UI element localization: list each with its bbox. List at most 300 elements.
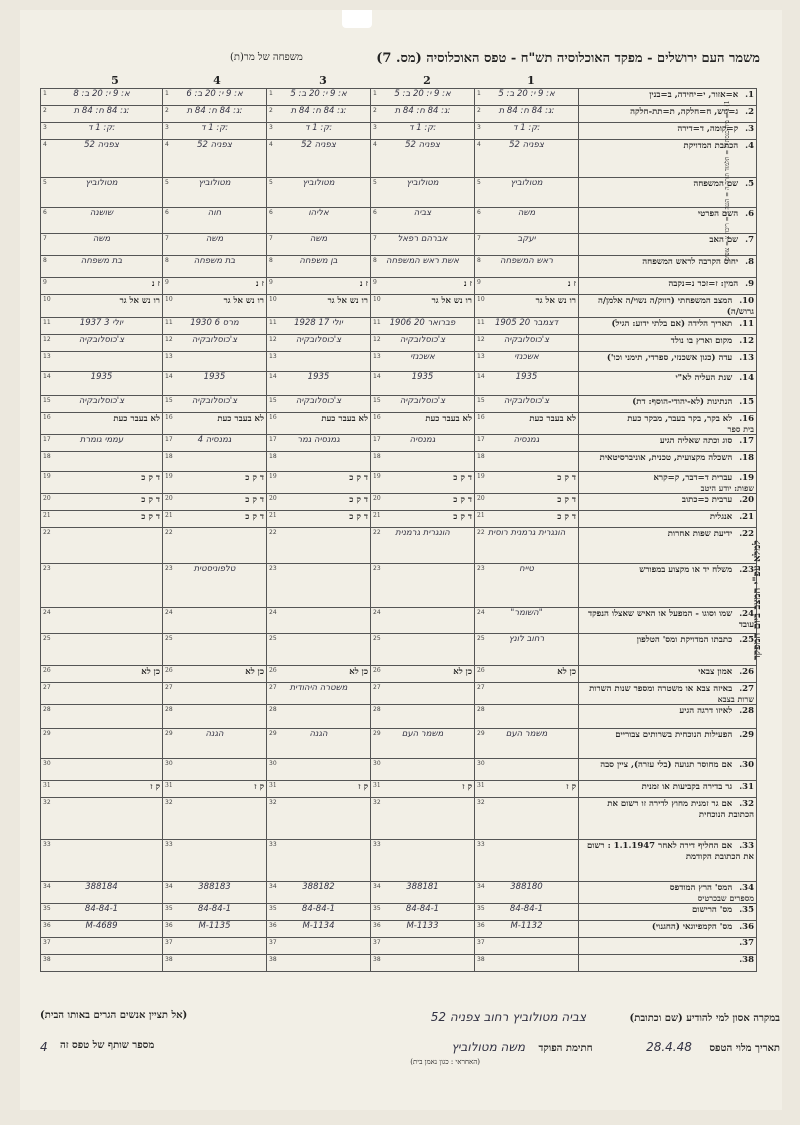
row-label-10: 10. המצב המשפחתי (רווק/ה נשוי/ה אלמן/ה גרוש/ה) bbox=[579, 295, 757, 318]
cell-person-2-row-10[interactable] bbox=[371, 295, 475, 318]
row-number: 23 bbox=[269, 565, 277, 572]
row-number: 4 bbox=[43, 141, 47, 148]
cell-value: צ'כוסלובקיה bbox=[78, 335, 125, 345]
cell-value: ג: 84 ח: 84 ת: bbox=[290, 106, 347, 116]
cell-person-4-row-36[interactable] bbox=[163, 921, 267, 938]
row-number: 25 bbox=[269, 635, 277, 642]
cell-person-3-row-8[interactable] bbox=[267, 256, 371, 278]
cell-person-1-row-1[interactable] bbox=[475, 89, 579, 106]
row-label-4: 4. הכתבת המדויקת bbox=[579, 140, 757, 178]
row-number: 20 bbox=[165, 495, 173, 502]
row-label-text: משלח יד או מקצוע במפורש bbox=[639, 565, 733, 575]
cell-value: משה bbox=[205, 234, 224, 244]
cell-person-4-row-23[interactable] bbox=[163, 564, 267, 608]
row-number: 2 bbox=[165, 107, 169, 114]
cell-person-2-row-8[interactable] bbox=[371, 256, 475, 278]
row-number: 26 bbox=[269, 667, 277, 674]
cell-person-5-row-10[interactable] bbox=[41, 295, 163, 318]
cell-person-3-row-38[interactable] bbox=[267, 955, 371, 972]
cell-person-5-row-38[interactable] bbox=[41, 955, 163, 972]
row-label-text: מקום וארץ בו נולד bbox=[670, 336, 733, 346]
cell-person-1-row-35[interactable] bbox=[475, 904, 579, 921]
cell-person-4-row-25[interactable] bbox=[163, 634, 267, 666]
cell-person-5-row-18[interactable] bbox=[41, 452, 163, 472]
row-label-text: אם החליף דירה לאחר 1.1.1947 : רשום את הכתובת הקודמת bbox=[586, 841, 754, 862]
cell-value: ג: 84 ח: 84 ת: bbox=[186, 106, 243, 116]
cell-person-4-row-2[interactable] bbox=[163, 106, 267, 123]
cell-person-2-row-16[interactable] bbox=[371, 413, 475, 435]
cell-person-2-row-38[interactable] bbox=[371, 955, 475, 972]
cell-person-2-row-2[interactable] bbox=[371, 106, 475, 123]
row-number: 4 bbox=[165, 141, 169, 148]
row-label-number: 1 bbox=[748, 90, 754, 100]
cell-person-5-row-4[interactable] bbox=[41, 140, 163, 178]
row-number: 32 bbox=[43, 799, 51, 806]
row-label-30: 30. אם מחוסר תנועה (בלי עזרה), ציין סבה bbox=[579, 759, 757, 781]
cell-person-4-row-34[interactable] bbox=[163, 882, 267, 904]
row-label-text: שמו וסוגו - המפעל או האיש שאצלו הנפקד עובד bbox=[588, 609, 754, 630]
cell-person-4-row-22[interactable] bbox=[163, 528, 267, 564]
row-label-text: המין: ז=זכר נ=נקבה bbox=[668, 279, 739, 289]
cell-person-5-row-32[interactable] bbox=[41, 798, 163, 840]
row-number: 37 bbox=[373, 939, 381, 946]
row-number: 28 bbox=[477, 706, 485, 713]
cell-person-4-row-5[interactable] bbox=[163, 178, 267, 208]
cell-person-2-row-37[interactable] bbox=[371, 938, 475, 955]
row-number: 15 bbox=[165, 397, 173, 404]
cell-person-5-row-37[interactable] bbox=[41, 938, 163, 955]
cell-person-2-row-12[interactable] bbox=[371, 335, 475, 352]
cell-person-1-row-31[interactable] bbox=[475, 781, 579, 798]
cell-person-5-row-35[interactable] bbox=[41, 904, 163, 921]
cell-person-2-row-33[interactable] bbox=[371, 840, 475, 882]
cell-person-5-row-12[interactable] bbox=[41, 335, 163, 352]
cell-person-1-row-20[interactable] bbox=[475, 494, 579, 511]
cell-person-4-row-6[interactable] bbox=[163, 208, 267, 234]
row-number: 29 bbox=[477, 730, 485, 737]
cell-person-2-row-29[interactable] bbox=[371, 729, 475, 759]
cell-person-2-row-34[interactable] bbox=[371, 882, 475, 904]
row-number: 31 bbox=[43, 782, 51, 789]
cell-person-1-row-19[interactable] bbox=[475, 472, 579, 494]
cell-person-2-row-30[interactable] bbox=[371, 759, 475, 781]
cell-person-4-row-11[interactable] bbox=[163, 318, 267, 335]
cell-person-1-row-23[interactable] bbox=[475, 564, 579, 608]
cell-person-5-row-1[interactable] bbox=[41, 89, 163, 106]
row-label-number: 19 bbox=[742, 473, 754, 483]
cell-person-2-row-15[interactable] bbox=[371, 396, 475, 413]
cell-person-1-row-13[interactable] bbox=[475, 352, 579, 372]
cell-person-3-row-33[interactable] bbox=[267, 840, 371, 882]
cell-person-3-row-26[interactable] bbox=[267, 666, 371, 683]
cell-person-3-row-5[interactable] bbox=[267, 178, 371, 208]
row-number: 23 bbox=[477, 565, 485, 572]
cell-person-1-row-22[interactable] bbox=[475, 528, 579, 564]
cell-person-3-row-30[interactable] bbox=[267, 759, 371, 781]
row-number: 11 bbox=[165, 319, 173, 326]
cell-person-5-row-13[interactable] bbox=[41, 352, 163, 372]
row-number: 3 bbox=[165, 124, 169, 131]
row-number: 15 bbox=[43, 397, 51, 404]
cell-person-2-row-9[interactable] bbox=[371, 278, 475, 295]
row-number: 12 bbox=[165, 336, 173, 343]
cell-person-1-row-4[interactable] bbox=[475, 140, 579, 178]
cell-value: צ'כוסלובקיה bbox=[399, 335, 446, 345]
cell-person-1-row-33[interactable] bbox=[475, 840, 579, 882]
cell-person-1-row-36[interactable] bbox=[475, 921, 579, 938]
cell-person-2-row-1[interactable] bbox=[371, 89, 475, 106]
cell-person-4-row-38[interactable] bbox=[163, 955, 267, 972]
cell-person-5-row-19[interactable] bbox=[41, 472, 163, 494]
cell-person-3-row-10[interactable] bbox=[267, 295, 371, 318]
row-label-number: 32 bbox=[742, 799, 754, 809]
cell-person-3-row-16[interactable] bbox=[267, 413, 371, 435]
trusted-note-row bbox=[40, 1058, 780, 1066]
cell-person-1-row-30[interactable] bbox=[475, 759, 579, 781]
cell-person-2-row-26[interactable] bbox=[371, 666, 475, 683]
cell-value: משמר העם bbox=[401, 729, 444, 739]
cell-person-3-row-27[interactable] bbox=[267, 683, 371, 705]
cell-value: "השומר" bbox=[510, 608, 543, 618]
cell-person-3-row-6[interactable] bbox=[267, 208, 371, 234]
trusted-label: (האחראי : כגון נאמן בית) bbox=[410, 1058, 480, 1066]
cell-person-3-row-36[interactable] bbox=[267, 921, 371, 938]
row-label-text: לא בקר, בקר בעבר, מבקר כעת bbox=[627, 414, 733, 424]
cell-person-3-row-35[interactable] bbox=[267, 904, 371, 921]
cell-person-5-row-36[interactable] bbox=[41, 921, 163, 938]
form-row bbox=[41, 494, 757, 511]
cell-person-3-row-3[interactable] bbox=[267, 123, 371, 140]
cell-person-5-row-33[interactable] bbox=[41, 840, 163, 882]
cell-person-5-row-14[interactable] bbox=[41, 372, 163, 396]
cell-person-3-row-17[interactable] bbox=[267, 435, 371, 452]
cell-person-1-row-24[interactable] bbox=[475, 608, 579, 634]
cell-person-4-row-13[interactable] bbox=[163, 352, 267, 372]
cell-person-5-row-24[interactable] bbox=[41, 608, 163, 634]
cell-value: ג: 84 ח: 84 ת: bbox=[394, 106, 451, 116]
cell-person-4-row-24[interactable] bbox=[163, 608, 267, 634]
row-label-number: 5 bbox=[748, 179, 754, 189]
row-number: 38 bbox=[165, 956, 173, 963]
side-instruction: למלא עפ"י המצב ביום המפקד bbox=[752, 540, 763, 660]
cell-person-3-row-2[interactable] bbox=[267, 106, 371, 123]
cell-person-3-row-1[interactable] bbox=[267, 89, 371, 106]
cell-person-3-row-28[interactable] bbox=[267, 705, 371, 729]
row-number: 11 bbox=[477, 319, 485, 326]
row-label-number: 27 bbox=[742, 684, 754, 694]
cell-person-2-row-18[interactable] bbox=[371, 452, 475, 472]
cell-person-5-row-22[interactable] bbox=[41, 528, 163, 564]
row-label-number: 23 bbox=[742, 565, 754, 575]
cell-person-1-row-26[interactable] bbox=[475, 666, 579, 683]
cell-person-3-row-32[interactable] bbox=[267, 798, 371, 840]
cell-person-2-row-32[interactable] bbox=[371, 798, 475, 840]
cell-person-1-row-25[interactable] bbox=[475, 634, 579, 666]
cell-person-3-row-19[interactable] bbox=[267, 472, 371, 494]
cell-person-2-row-25[interactable] bbox=[371, 634, 475, 666]
row-number: 34 bbox=[477, 883, 485, 890]
cell-person-5-row-28[interactable] bbox=[41, 705, 163, 729]
cell-person-1-row-2[interactable] bbox=[475, 106, 579, 123]
census-form-sheet bbox=[20, 10, 782, 1110]
emergency-value: צביה מטולוביץ רחוב צפניה 52 bbox=[430, 1010, 587, 1024]
cell-person-2-row-5[interactable] bbox=[371, 178, 475, 208]
cell-value: מטולוביץ bbox=[406, 178, 439, 188]
cell-person-4-row-35[interactable] bbox=[163, 904, 267, 921]
cell-person-5-row-20[interactable] bbox=[41, 494, 163, 511]
cell-person-2-row-14[interactable] bbox=[371, 372, 475, 396]
cell-person-1-row-7[interactable] bbox=[475, 234, 579, 256]
cell-person-3-row-31[interactable] bbox=[267, 781, 371, 798]
cell-person-1-row-8[interactable] bbox=[475, 256, 579, 278]
cell-person-4-row-10[interactable] bbox=[163, 295, 267, 318]
cell-person-3-row-9[interactable] bbox=[267, 278, 371, 295]
cell-person-2-row-13[interactable] bbox=[371, 352, 475, 372]
row-number: 12 bbox=[43, 336, 51, 343]
cell-person-1-row-32[interactable] bbox=[475, 798, 579, 840]
cell-person-3-row-18[interactable] bbox=[267, 452, 371, 472]
cell-person-4-row-28[interactable] bbox=[163, 705, 267, 729]
cell-person-3-row-7[interactable] bbox=[267, 234, 371, 256]
row-number: 24 bbox=[43, 609, 51, 616]
row-label-text: המצב המשפחתי (רווק/ה נשוי/ה אלמן/ה גרוש/ה) bbox=[598, 296, 754, 317]
cell-person-5-row-6[interactable] bbox=[41, 208, 163, 234]
cell-person-4-row-15[interactable] bbox=[163, 396, 267, 413]
row-label-number: 36 bbox=[742, 922, 754, 932]
row-number: 14 bbox=[373, 373, 381, 380]
row-number: 37 bbox=[43, 939, 51, 946]
cell-person-3-row-21[interactable] bbox=[267, 511, 371, 528]
cell-person-4-row-19[interactable] bbox=[163, 472, 267, 494]
cell-person-5-row-26[interactable] bbox=[41, 666, 163, 683]
row-number: 22 bbox=[477, 529, 485, 536]
cell-value: 1935 bbox=[515, 372, 538, 382]
cell-person-4-row-30[interactable] bbox=[163, 759, 267, 781]
row-label-17: 17. סוג וכתה שאליה הגיע bbox=[579, 435, 757, 452]
cell-person-5-row-17[interactable] bbox=[41, 435, 163, 452]
cell-person-1-row-17[interactable] bbox=[475, 435, 579, 452]
cell-person-5-row-34[interactable] bbox=[41, 882, 163, 904]
row-label-text: הפעילות הנוכחית בשרותים צבוריים bbox=[615, 730, 733, 740]
cell-value: אשכנזי bbox=[410, 352, 435, 362]
cell-person-4-row-7[interactable] bbox=[163, 234, 267, 256]
cell-person-2-row-36[interactable] bbox=[371, 921, 475, 938]
cell-person-3-row-34[interactable] bbox=[267, 882, 371, 904]
row-number: 14 bbox=[165, 373, 173, 380]
cell-person-2-row-24[interactable] bbox=[371, 608, 475, 634]
cell-person-3-row-25[interactable] bbox=[267, 634, 371, 666]
cell-value: שושנה bbox=[89, 208, 114, 218]
cell-value: ד ק כ bbox=[557, 512, 576, 522]
form-row bbox=[41, 705, 757, 729]
cell-person-1-row-11[interactable] bbox=[475, 318, 579, 335]
cell-person-4-row-8[interactable] bbox=[163, 256, 267, 278]
cell-person-5-row-9[interactable] bbox=[41, 278, 163, 295]
row-label-text: לאיזו דרגה הגיע bbox=[679, 706, 733, 716]
cell-person-4-row-1[interactable] bbox=[163, 89, 267, 106]
cell-person-1-row-38[interactable] bbox=[475, 955, 579, 972]
cell-person-5-row-21[interactable] bbox=[41, 511, 163, 528]
cell-person-1-row-15[interactable] bbox=[475, 396, 579, 413]
cell-person-4-row-32[interactable] bbox=[163, 798, 267, 840]
cell-person-5-row-16[interactable] bbox=[41, 413, 163, 435]
row-number: 7 bbox=[43, 235, 47, 242]
cell-person-4-row-31[interactable] bbox=[163, 781, 267, 798]
cell-person-2-row-31[interactable] bbox=[371, 781, 475, 798]
form-row bbox=[41, 234, 757, 256]
cell-person-2-row-6[interactable] bbox=[371, 208, 475, 234]
cell-person-4-row-21[interactable] bbox=[163, 511, 267, 528]
cell-person-1-row-37[interactable] bbox=[475, 938, 579, 955]
cell-person-3-row-20[interactable] bbox=[267, 494, 371, 511]
cell-person-2-row-17[interactable] bbox=[371, 435, 475, 452]
cell-person-5-row-3[interactable] bbox=[41, 123, 163, 140]
cell-person-4-row-4[interactable] bbox=[163, 140, 267, 178]
cell-person-4-row-9[interactable] bbox=[163, 278, 267, 295]
cell-person-2-row-19[interactable] bbox=[371, 472, 475, 494]
cell-value: 388180 bbox=[510, 882, 543, 892]
cell-person-5-row-27[interactable] bbox=[41, 683, 163, 705]
cell-person-1-row-29[interactable] bbox=[475, 729, 579, 759]
cell-person-5-row-8[interactable] bbox=[41, 256, 163, 278]
cell-person-2-row-22[interactable] bbox=[371, 528, 475, 564]
cell-person-1-row-14[interactable] bbox=[475, 372, 579, 396]
row-number: 16 bbox=[373, 414, 381, 421]
cell-person-1-row-12[interactable] bbox=[475, 335, 579, 352]
row-number: 17 bbox=[165, 436, 173, 443]
cell-person-3-row-15[interactable] bbox=[267, 396, 371, 413]
row-number: 6 bbox=[165, 209, 169, 216]
row-label-number: 33 bbox=[742, 841, 754, 851]
cell-person-2-row-20[interactable] bbox=[371, 494, 475, 511]
cell-value: א: 9 י: 20 ב: 5 bbox=[498, 89, 555, 99]
cell-value: 84-84-1 bbox=[509, 904, 544, 914]
row-number: 4 bbox=[269, 141, 273, 148]
form-title: משמר העם ירושלים - מפקד האוכלוסיה תש"ח - טפס האוכלוסיה (מס. 7) bbox=[376, 51, 760, 66]
row-number: 14 bbox=[269, 373, 277, 380]
cell-person-2-row-23[interactable] bbox=[371, 564, 475, 608]
cell-person-1-row-16[interactable] bbox=[475, 413, 579, 435]
row-number: 1 bbox=[373, 90, 377, 97]
cell-person-1-row-10[interactable] bbox=[475, 295, 579, 318]
cell-value: ד ק כ bbox=[141, 512, 160, 522]
cell-person-1-row-5[interactable] bbox=[475, 178, 579, 208]
row-number: 35 bbox=[43, 905, 51, 912]
cell-person-4-row-20[interactable] bbox=[163, 494, 267, 511]
cell-value: ד ק כ bbox=[453, 495, 472, 505]
cell-person-5-row-2[interactable] bbox=[41, 106, 163, 123]
cell-person-5-row-29[interactable] bbox=[41, 729, 163, 759]
form-row bbox=[41, 955, 757, 972]
cell-person-2-row-3[interactable] bbox=[371, 123, 475, 140]
shared-label: מספר שותף של טפס זה bbox=[60, 1040, 155, 1051]
row-label-text: עדה (כגון אשכנזי, ספרדי, תימני וכו') bbox=[606, 353, 733, 363]
form-row bbox=[41, 472, 757, 494]
cell-value: ז נ bbox=[463, 279, 472, 289]
cell-value: לא בעבר כעת bbox=[529, 414, 576, 424]
row-label-text: הנתינות (לא-יהודי-הוסף: דת) bbox=[632, 397, 733, 407]
cell-person-5-row-11[interactable] bbox=[41, 318, 163, 335]
form-row bbox=[41, 921, 757, 938]
cell-person-3-row-12[interactable] bbox=[267, 335, 371, 352]
cell-person-4-row-37[interactable] bbox=[163, 938, 267, 955]
cell-person-3-row-11[interactable] bbox=[267, 318, 371, 335]
cell-person-3-row-37[interactable] bbox=[267, 938, 371, 955]
cell-person-4-row-17[interactable] bbox=[163, 435, 267, 452]
cell-person-2-row-28[interactable] bbox=[371, 705, 475, 729]
cell-person-2-row-7[interactable] bbox=[371, 234, 475, 256]
form-row bbox=[41, 335, 757, 352]
cell-person-4-row-3[interactable] bbox=[163, 123, 267, 140]
cell-person-4-row-33[interactable] bbox=[163, 840, 267, 882]
cell-person-4-row-27[interactable] bbox=[163, 683, 267, 705]
cell-person-3-row-22[interactable] bbox=[267, 528, 371, 564]
cell-person-1-row-21[interactable] bbox=[475, 511, 579, 528]
cell-person-5-row-31[interactable] bbox=[41, 781, 163, 798]
cell-value: ק: 1 ד: bbox=[304, 123, 333, 133]
cell-person-1-row-27[interactable] bbox=[475, 683, 579, 705]
cell-person-5-row-5[interactable] bbox=[41, 178, 163, 208]
cell-person-2-row-21[interactable] bbox=[371, 511, 475, 528]
cell-person-1-row-3[interactable] bbox=[475, 123, 579, 140]
cell-person-5-row-7[interactable] bbox=[41, 234, 163, 256]
cell-value: ד ק כ bbox=[349, 473, 368, 483]
cell-person-4-row-29[interactable] bbox=[163, 729, 267, 759]
form-row bbox=[41, 352, 757, 372]
row-number: 16 bbox=[165, 414, 173, 421]
cell-person-3-row-14[interactable] bbox=[267, 372, 371, 396]
group-label-army: שרות בצבא bbox=[717, 694, 754, 704]
cell-person-4-row-18[interactable] bbox=[163, 452, 267, 472]
cell-person-1-row-18[interactable] bbox=[475, 452, 579, 472]
cell-person-1-row-28[interactable] bbox=[475, 705, 579, 729]
row-label-27: 27. באיזה צבא או משטרה ומספר שנות השרות שרות בצבא bbox=[579, 683, 757, 705]
cell-person-3-row-29[interactable] bbox=[267, 729, 371, 759]
cell-person-4-row-16[interactable] bbox=[163, 413, 267, 435]
cell-person-5-row-25[interactable] bbox=[41, 634, 163, 666]
cell-person-1-row-6[interactable] bbox=[475, 208, 579, 234]
cell-person-4-row-26[interactable] bbox=[163, 666, 267, 683]
cell-person-4-row-14[interactable] bbox=[163, 372, 267, 396]
form-row bbox=[41, 528, 757, 564]
cell-person-5-row-30[interactable] bbox=[41, 759, 163, 781]
cell-person-2-row-11[interactable] bbox=[371, 318, 475, 335]
cell-person-3-row-24[interactable] bbox=[267, 608, 371, 634]
row-label-text: ידיעת שפות אחרות bbox=[667, 529, 733, 539]
row-number: 15 bbox=[477, 397, 485, 404]
cell-person-4-row-12[interactable] bbox=[163, 335, 267, 352]
row-label-text: מס' הרישום bbox=[692, 905, 733, 915]
row-number: 4 bbox=[477, 141, 481, 148]
cell-value: כן לא bbox=[557, 667, 576, 677]
row-number: 33 bbox=[43, 841, 51, 848]
cell-person-5-row-23[interactable] bbox=[41, 564, 163, 608]
cell-person-1-row-9[interactable] bbox=[475, 278, 579, 295]
cell-person-2-row-27[interactable] bbox=[371, 683, 475, 705]
row-label-23: 23. משלח יד או מקצוע במפורש bbox=[579, 564, 757, 608]
cell-person-3-row-4[interactable] bbox=[267, 140, 371, 178]
row-number: 30 bbox=[373, 760, 381, 767]
cell-person-2-row-4[interactable] bbox=[371, 140, 475, 178]
cell-person-3-row-23[interactable] bbox=[267, 564, 371, 608]
cell-person-5-row-15[interactable] bbox=[41, 396, 163, 413]
row-number: 24 bbox=[269, 609, 277, 616]
cell-person-3-row-13[interactable] bbox=[267, 352, 371, 372]
cell-person-1-row-34[interactable] bbox=[475, 882, 579, 904]
cell-person-2-row-35[interactable] bbox=[371, 904, 475, 921]
cell-value: צפניה 52 bbox=[84, 140, 119, 150]
row-label-number: 12 bbox=[742, 336, 754, 346]
